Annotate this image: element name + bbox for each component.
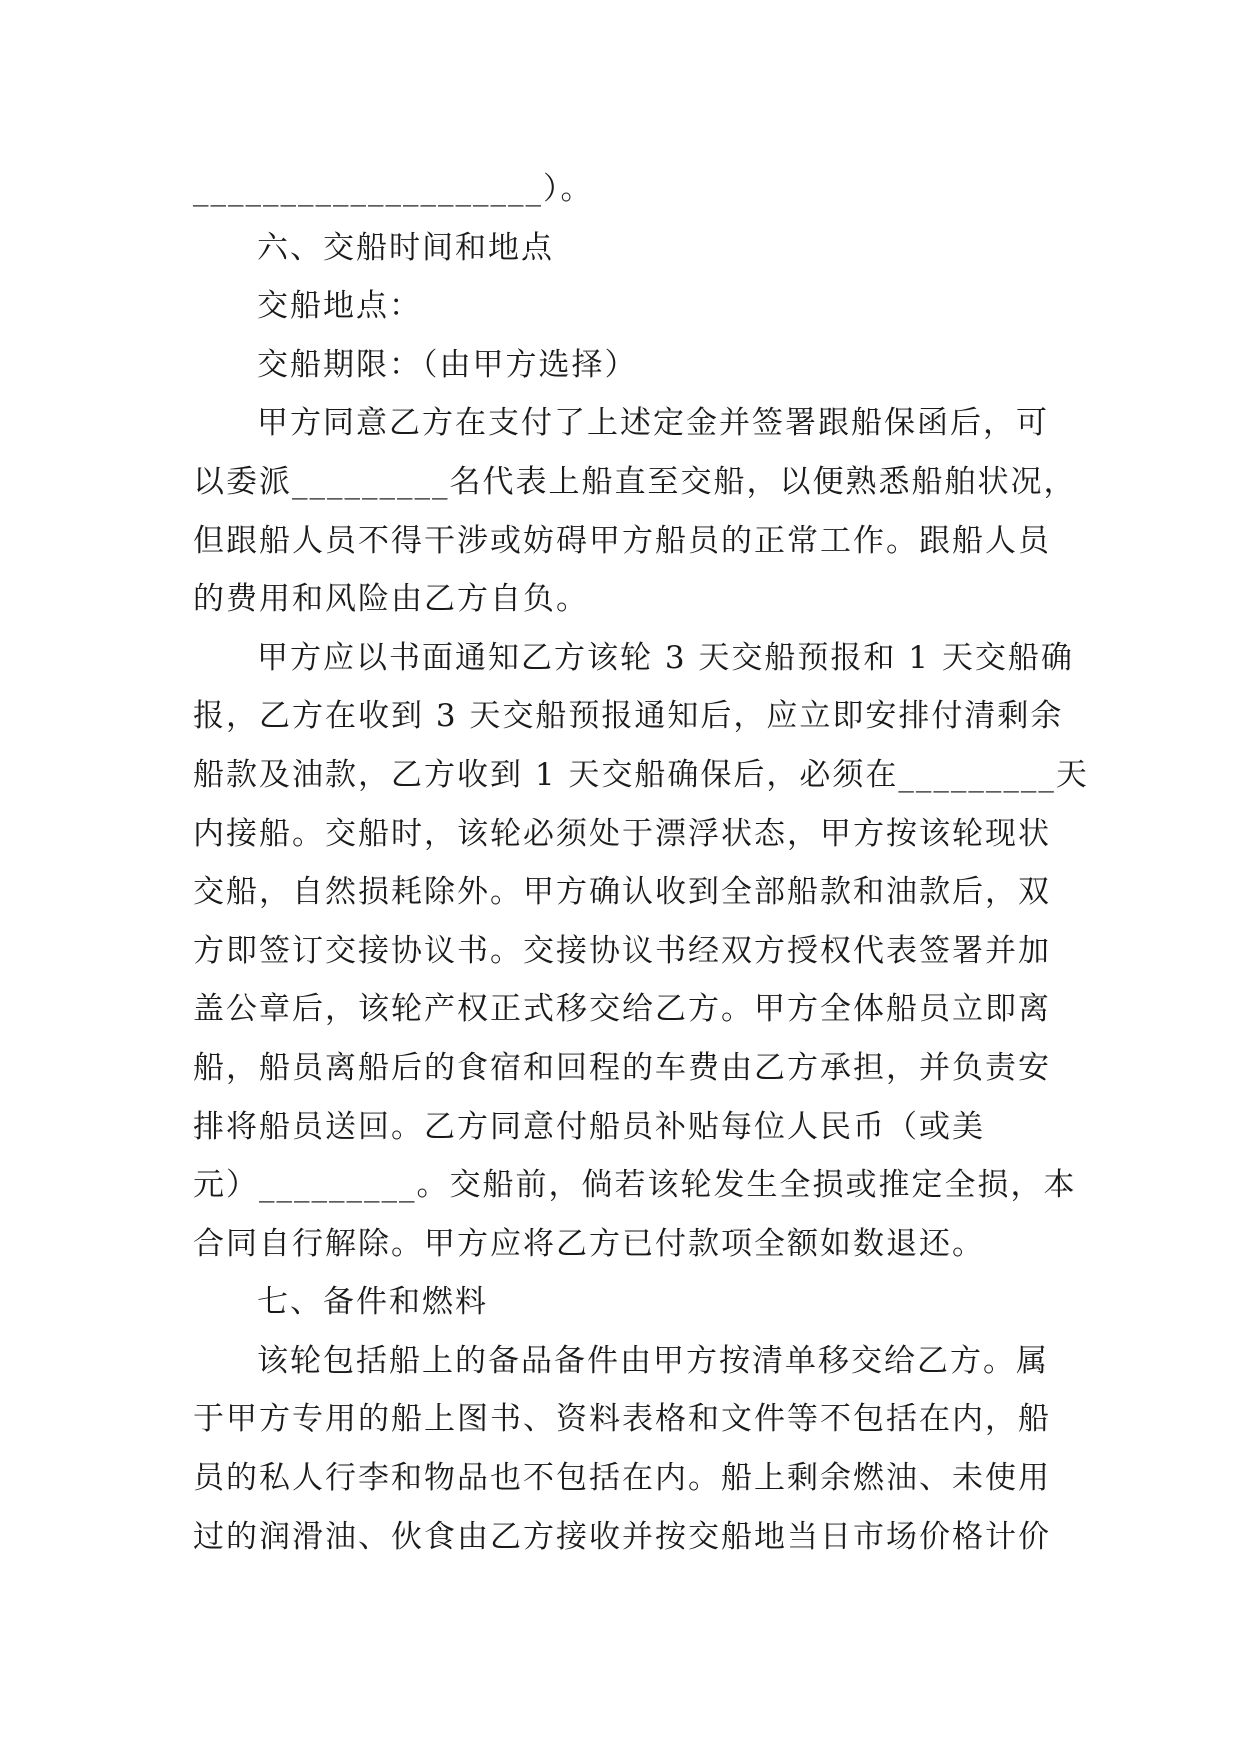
section-heading-delivery: 六、交船时间和地点 <box>257 229 554 266</box>
text-line: 交船期限：（由甲方选择） <box>257 346 638 383</box>
text-line: 该轮包括船上的备品备件由甲方按清单移交给乙方。属 <box>257 1342 1049 1379</box>
contract-body-text <box>193 160 1089 1566</box>
section-heading-spares-fuel: 七、备件和燃料 <box>257 1284 488 1321</box>
text-line: 以委派_________名代表上船直至交船，以便熟悉船舶状况， <box>193 463 1077 500</box>
text-line: 交船地点： <box>257 288 422 325</box>
text-line: 甲方同意乙方在支付了上述定金并签署跟船保函后，可 <box>257 405 1049 442</box>
text-line: 船，船员离船后的食宿和回程的车费由乙方承担，并负责安 <box>193 1049 1051 1086</box>
text-line: 但跟船人员不得干涉或妨碍甲方船员的正常工作。跟船人员 <box>193 522 1051 559</box>
text-line: 报，乙方在收到 3 天交船预报通知后，应立即安排付清剩余 <box>193 698 1064 735</box>
text-line: 内接船。交船时，该轮必须处于漂浮状态，甲方按该轮现状 <box>193 815 1051 852</box>
text-line: 方即签订交接协议书。交接协议书经双方授权代表签署并加 <box>193 932 1051 969</box>
text-line: 船款及油款，乙方收到 1 天交船确保后，必须在_________天 <box>193 756 1089 793</box>
text-line: 盖公章后，该轮产权正式移交给乙方。甲方全体船员立即离 <box>193 991 1051 1028</box>
text-line: 员的私人行李和物品也不包括在内。船上剩余燃油、未使用 <box>193 1460 1051 1497</box>
text-line: 排将船员送回。乙方同意付船员补贴每位人民币（或美 <box>193 1108 985 1145</box>
text-line: 元）_________。交船前，倘若该轮发生全损或推定全损，本 <box>193 1167 1077 1204</box>
text-line: 的费用和风险由乙方自负。 <box>193 581 589 618</box>
text-line: 合同自行解除。甲方应将乙方已付款项全额如数退还。 <box>193 1225 985 1262</box>
text-line: 于甲方专用的船上图书、资料表格和文件等不包括在内，船 <box>193 1401 1051 1438</box>
text-line: 交船，自然损耗除外。甲方确认收到全部船款和油款后，双 <box>193 874 1051 911</box>
text-line: 甲方应以书面通知乙方该轮 3 天交船预报和 1 天交船确 <box>257 639 1074 676</box>
text-line: ____________________）。 <box>193 171 594 207</box>
text-line: 过的润滑油、伙食由乙方接收并按交船地当日市场价格计价 <box>193 1518 1051 1555</box>
